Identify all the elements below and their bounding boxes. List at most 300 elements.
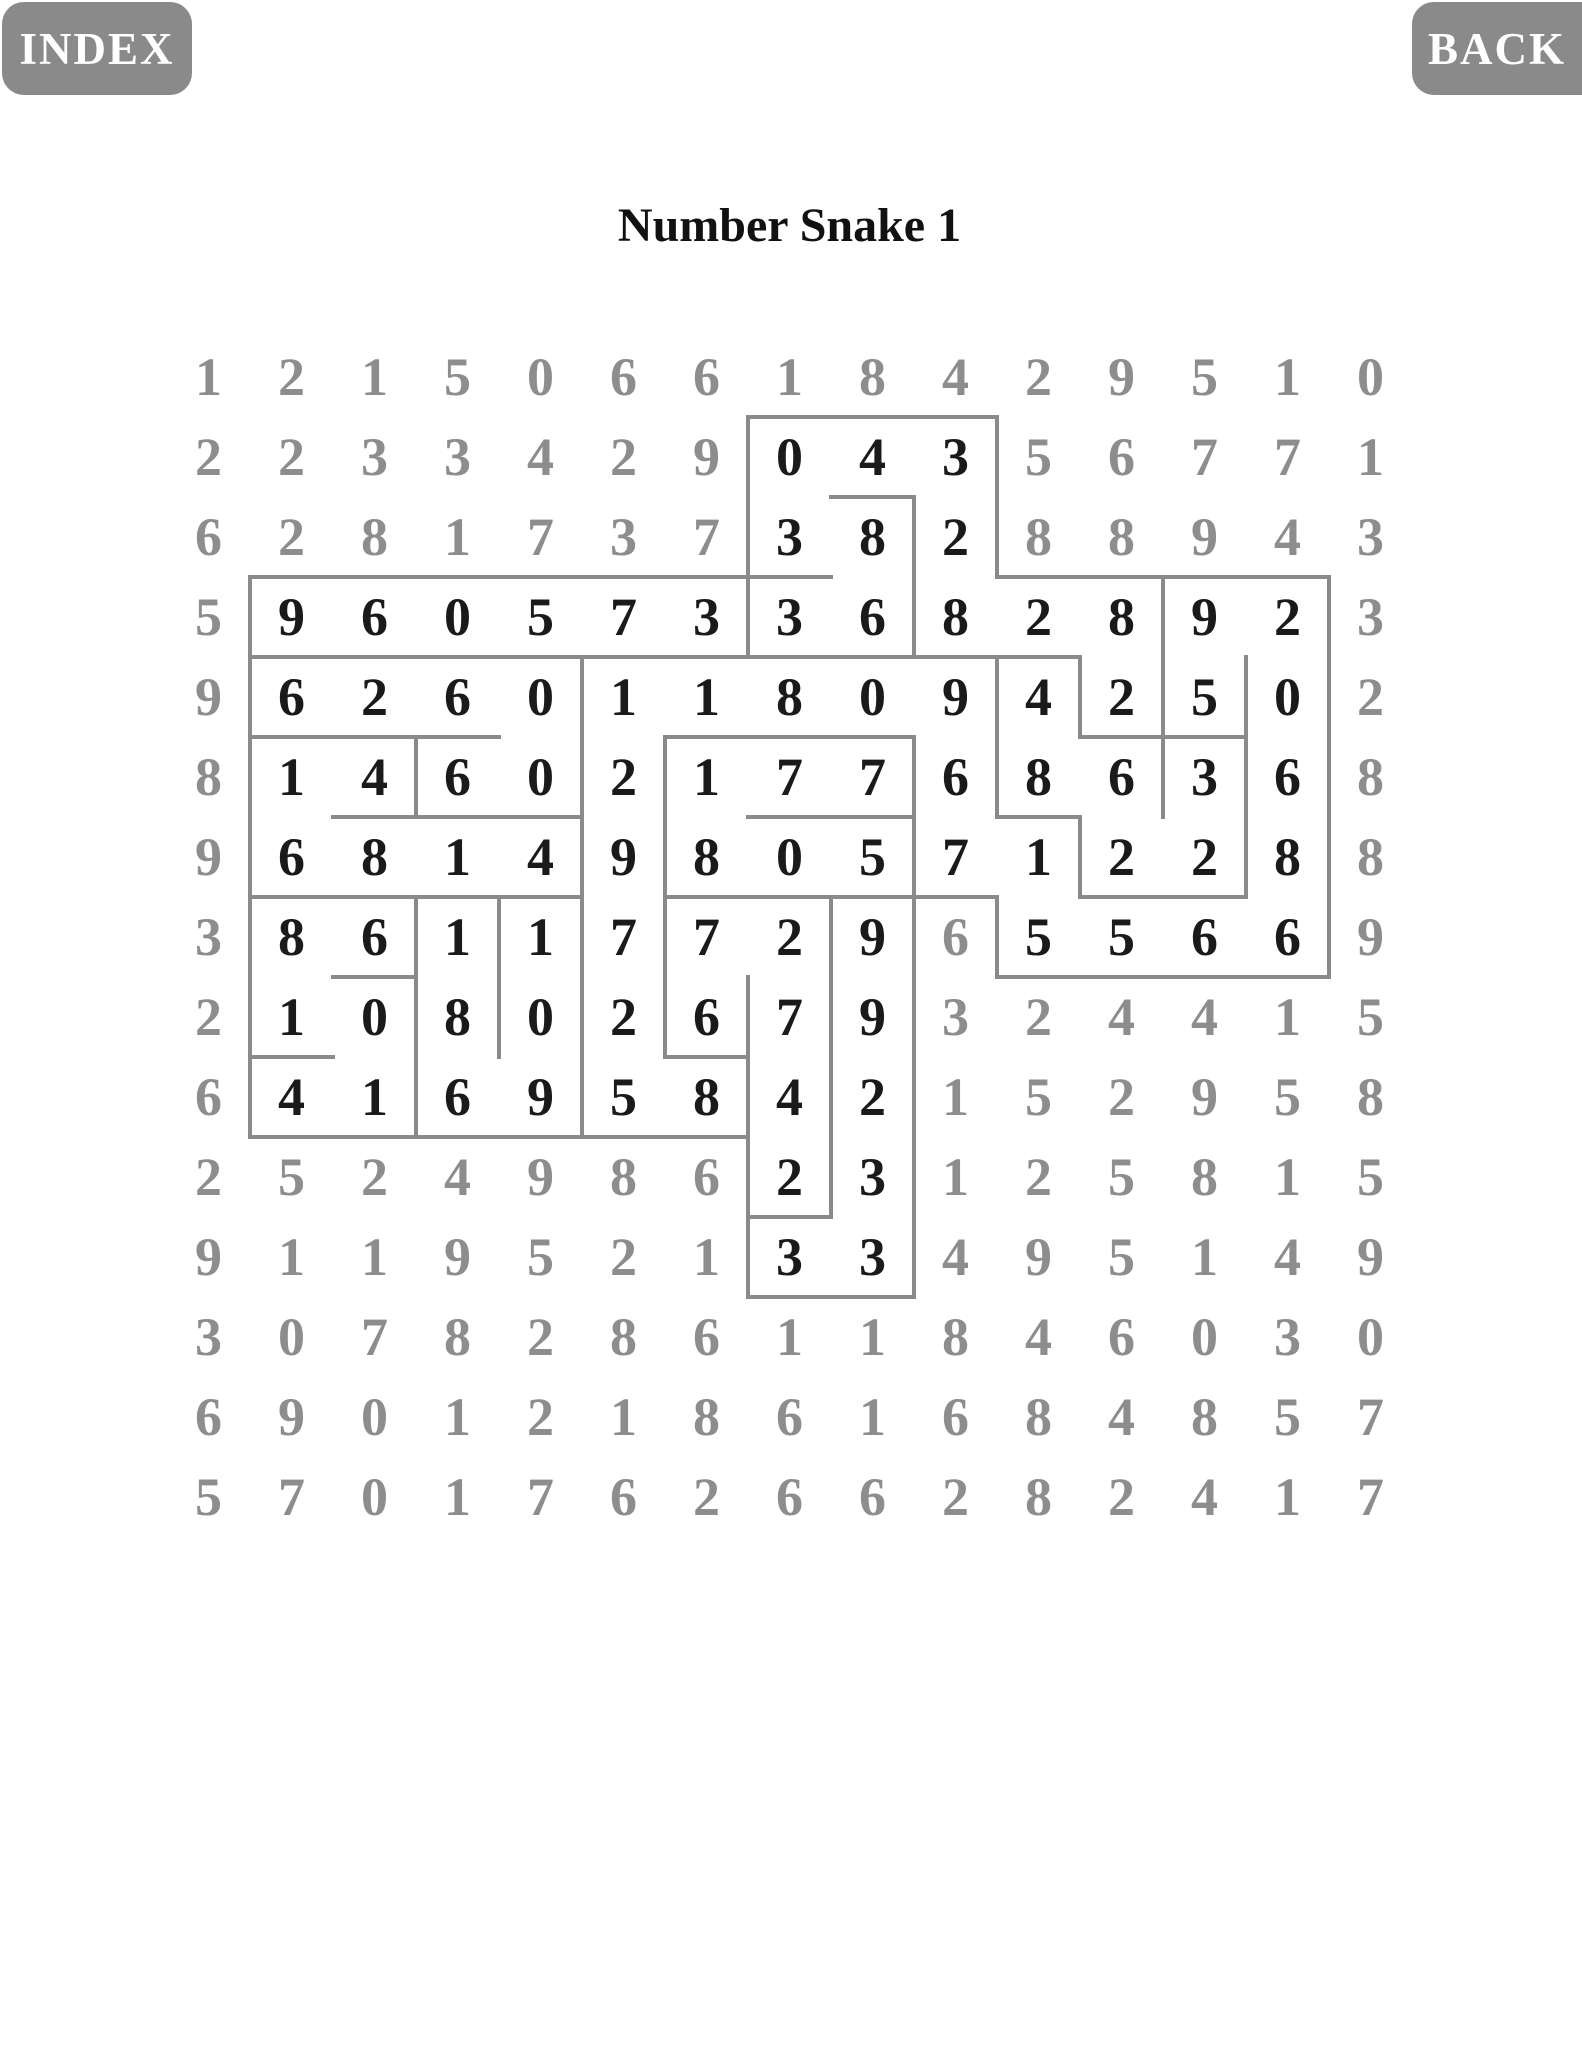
- grid-cell: [1080, 1217, 1163, 1297]
- cell-digit: 6: [693, 347, 720, 407]
- index-button[interactable]: INDEX: [2, 2, 192, 95]
- snake-wall: [580, 655, 584, 739]
- cell-digit: 8: [610, 1147, 637, 1207]
- cell-digit: 3: [942, 987, 969, 1047]
- grid-cell: [748, 897, 831, 977]
- grid-cell: [997, 737, 1080, 817]
- snake-wall: [829, 735, 916, 739]
- grid-cell: [416, 1057, 499, 1137]
- cell-digit: 8: [1357, 747, 1384, 807]
- grid-cell: [499, 817, 582, 897]
- snake-wall: [331, 655, 418, 659]
- grid-cell: [748, 577, 831, 657]
- snake-wall: [746, 1215, 833, 1219]
- cell-digit: 3: [1357, 587, 1384, 647]
- snake-wall: [248, 735, 252, 819]
- grid-cell: [997, 1457, 1080, 1537]
- grid-cell: [250, 1137, 333, 1217]
- snake-wall: [995, 735, 999, 819]
- grid-cell: [499, 1137, 582, 1217]
- grid-cell: [333, 1057, 416, 1137]
- grid-cell: [250, 337, 333, 417]
- cell-digit: 5: [195, 1467, 222, 1527]
- grid-cell: [665, 657, 748, 737]
- back-button[interactable]: BACK: [1412, 2, 1582, 95]
- snake-wall: [580, 575, 667, 579]
- cell-digit: 9: [1191, 507, 1218, 567]
- grid-cell: [582, 337, 665, 417]
- cell-digit: 6: [1274, 747, 1301, 807]
- grid-cell: [831, 897, 914, 977]
- grid-cell: [997, 1217, 1080, 1297]
- cell-digit: 7: [693, 507, 720, 567]
- grid-cell: [416, 337, 499, 417]
- grid-cell: [1163, 737, 1246, 817]
- cell-digit: 8: [1191, 1387, 1218, 1447]
- grid-cell: [665, 1137, 748, 1217]
- grid-cell: [997, 577, 1080, 657]
- grid-cell: [499, 1457, 582, 1537]
- grid-cell: [1080, 337, 1163, 417]
- grid-cell: [499, 657, 582, 737]
- grid-cell: [250, 737, 333, 817]
- snake-wall: [663, 655, 750, 659]
- cell-digit: 3: [776, 507, 803, 567]
- grid-cell: [582, 577, 665, 657]
- snake-wall: [414, 575, 501, 579]
- cell-digit: 1: [942, 1147, 969, 1207]
- snake-wall: [248, 1055, 252, 1139]
- cell-digit: 7: [1357, 1467, 1384, 1527]
- snake-wall: [497, 895, 584, 899]
- grid-cell: [250, 1297, 333, 1377]
- grid-cell: [997, 817, 1080, 897]
- cell-digit: 0: [776, 427, 803, 487]
- cell-digit: 2: [195, 427, 222, 487]
- cell-digit: 6: [942, 1387, 969, 1447]
- grid-cell: [748, 817, 831, 897]
- grid-cell: [333, 1297, 416, 1377]
- grid-cell: [167, 577, 250, 657]
- snake-wall: [912, 735, 916, 819]
- snake-wall: [414, 735, 418, 819]
- grid-cell: [250, 1457, 333, 1537]
- cell-digit: 1: [693, 1227, 720, 1287]
- grid-cell: [416, 577, 499, 657]
- cell-digit: 3: [361, 427, 388, 487]
- cell-digit: 1: [444, 1387, 471, 1447]
- grid-cell: [665, 497, 748, 577]
- grid-cell: [250, 577, 333, 657]
- grid-cell: [250, 897, 333, 977]
- grid-cell: [665, 577, 748, 657]
- cell-digit: 2: [527, 1387, 554, 1447]
- snake-wall: [912, 415, 999, 419]
- grid-cell: [1163, 657, 1246, 737]
- grid-cell: [665, 1377, 748, 1457]
- cell-digit: 5: [1274, 1067, 1301, 1127]
- cell-digit: 8: [361, 827, 388, 887]
- grid-cell: [582, 1217, 665, 1297]
- cell-digit: 8: [444, 987, 471, 1047]
- cell-digit: 3: [859, 1147, 886, 1207]
- cell-digit: 2: [195, 987, 222, 1047]
- grid-cell: [665, 897, 748, 977]
- cell-digit: 1: [1025, 827, 1052, 887]
- cell-digit: 6: [1274, 907, 1301, 967]
- cell-digit: 4: [1108, 987, 1135, 1047]
- grid-cell: [1163, 1137, 1246, 1217]
- cell-digit: 3: [610, 507, 637, 567]
- snake-wall: [746, 575, 750, 659]
- snake-wall: [663, 895, 667, 979]
- grid-cell: [665, 1457, 748, 1537]
- cell-digit: 9: [1357, 907, 1384, 967]
- cell-digit: 8: [278, 907, 305, 967]
- snake-wall: [497, 975, 501, 1059]
- grid-cell: [1246, 817, 1329, 897]
- grid-cell: [499, 1377, 582, 1457]
- grid-cell: [499, 1057, 582, 1137]
- snake-wall: [580, 975, 584, 1059]
- cell-digit: 4: [1025, 1307, 1052, 1367]
- grid-cell: [416, 417, 499, 497]
- cell-digit: 2: [1108, 667, 1135, 727]
- grid-cell: [914, 977, 997, 1057]
- grid-cell: [167, 1377, 250, 1457]
- cell-digit: 7: [527, 507, 554, 567]
- snake-wall: [1161, 895, 1248, 899]
- grid-cell: [416, 657, 499, 737]
- grid-cell: [582, 417, 665, 497]
- grid-cell: [748, 1137, 831, 1217]
- grid-cell: [748, 657, 831, 737]
- snake-wall: [912, 575, 916, 659]
- cell-digit: 2: [1191, 827, 1218, 887]
- cell-digit: 3: [693, 587, 720, 647]
- grid-cell: [1329, 977, 1412, 1057]
- grid-cell: [914, 817, 997, 897]
- cell-digit: 7: [1357, 1387, 1384, 1447]
- grid-cell: [665, 817, 748, 897]
- cell-digit: 9: [1357, 1227, 1384, 1287]
- cell-digit: 8: [942, 587, 969, 647]
- cell-digit: 9: [278, 1387, 305, 1447]
- grid-cell: [167, 1057, 250, 1137]
- grid-cell: [1163, 977, 1246, 1057]
- cell-digit: 6: [693, 987, 720, 1047]
- snake-wall: [995, 655, 999, 739]
- cell-digit: 4: [1025, 667, 1052, 727]
- grid-cell: [250, 657, 333, 737]
- cell-digit: 8: [1108, 587, 1135, 647]
- cell-digit: 1: [195, 347, 222, 407]
- cell-digit: 1: [942, 1067, 969, 1127]
- grid-cell: [748, 1297, 831, 1377]
- cell-digit: 0: [859, 667, 886, 727]
- cell-digit: 2: [859, 1067, 886, 1127]
- cell-digit: 8: [1357, 827, 1384, 887]
- cell-digit: 4: [1191, 1467, 1218, 1527]
- grid-cell: [1163, 1057, 1246, 1137]
- cell-digit: 8: [859, 507, 886, 567]
- snake-wall: [912, 495, 916, 579]
- grid-cell: [167, 977, 250, 1057]
- cell-digit: 5: [1025, 907, 1052, 967]
- grid-cell: [416, 817, 499, 897]
- cell-digit: 1: [693, 747, 720, 807]
- cell-digit: 7: [278, 1467, 305, 1527]
- grid-cell: [1246, 1137, 1329, 1217]
- grid-cell: [582, 1137, 665, 1217]
- snake-wall: [829, 895, 833, 979]
- grid-cell: [914, 897, 997, 977]
- snake-wall: [912, 655, 999, 659]
- grid-cell: [665, 417, 748, 497]
- grid-cell: [499, 1297, 582, 1377]
- cell-digit: 4: [278, 1067, 305, 1127]
- snake-wall: [663, 815, 667, 899]
- snake-wall: [414, 895, 418, 979]
- snake-wall: [746, 575, 833, 579]
- grid-cell: [250, 1057, 333, 1137]
- cell-digit: 2: [1274, 587, 1301, 647]
- grid-cell: [1246, 417, 1329, 497]
- cell-digit: 0: [1274, 667, 1301, 727]
- cell-digit: 2: [278, 347, 305, 407]
- cell-digit: 7: [693, 907, 720, 967]
- cell-digit: 0: [444, 587, 471, 647]
- cell-digit: 2: [1108, 827, 1135, 887]
- grid-cell: [748, 497, 831, 577]
- grid-cell: [1080, 497, 1163, 577]
- cell-digit: 7: [776, 747, 803, 807]
- grid-cell: [416, 977, 499, 1057]
- cell-digit: 1: [361, 1067, 388, 1127]
- cell-digit: 5: [527, 1227, 554, 1287]
- cell-digit: 0: [527, 987, 554, 1047]
- cell-digit: 2: [610, 427, 637, 487]
- cell-digit: 8: [610, 1307, 637, 1367]
- cell-digit: 4: [776, 1067, 803, 1127]
- cell-digit: 2: [1108, 1467, 1135, 1527]
- cell-digit: 2: [195, 1147, 222, 1207]
- grid-cell: [582, 737, 665, 817]
- snake-wall: [248, 735, 335, 739]
- cell-digit: 6: [278, 667, 305, 727]
- snake-wall: [331, 815, 418, 819]
- snake-wall: [746, 495, 750, 579]
- grid-cell: [1080, 1377, 1163, 1457]
- grid-cell: [1163, 1457, 1246, 1537]
- cell-digit: 9: [527, 1067, 554, 1127]
- cell-digit: 3: [195, 907, 222, 967]
- grid-cell: [250, 817, 333, 897]
- cell-digit: 6: [444, 667, 471, 727]
- grid-cell: [997, 497, 1080, 577]
- cell-digit: 1: [859, 1387, 886, 1447]
- grid-cell: [997, 1377, 1080, 1457]
- snake-wall: [829, 895, 916, 899]
- grid-cell: [582, 1297, 665, 1377]
- cell-digit: 8: [1025, 1387, 1052, 1447]
- grid-cell: [1329, 577, 1412, 657]
- cell-digit: 6: [776, 1467, 803, 1527]
- grid-cell: [499, 897, 582, 977]
- snake-wall: [414, 975, 418, 1059]
- cell-digit: 7: [1274, 427, 1301, 487]
- cell-digit: 2: [361, 1147, 388, 1207]
- cell-digit: 8: [1025, 507, 1052, 567]
- grid-cell: [831, 337, 914, 417]
- grid-cell: [582, 1377, 665, 1457]
- cell-digit: 9: [693, 427, 720, 487]
- cell-digit: 3: [1357, 507, 1384, 567]
- grid-cell: [831, 1457, 914, 1537]
- snake-wall: [1078, 815, 1082, 899]
- cell-digit: 4: [942, 347, 969, 407]
- snake-wall: [746, 655, 833, 659]
- grid-cell: [1163, 337, 1246, 417]
- grid-cell: [1080, 1297, 1163, 1377]
- grid-cell: [499, 577, 582, 657]
- cell-digit: 2: [942, 507, 969, 567]
- snake-wall: [1244, 575, 1331, 579]
- grid-cell: [1329, 897, 1412, 977]
- snake-wall: [497, 575, 584, 579]
- snake-wall: [497, 815, 584, 819]
- cell-digit: 1: [444, 827, 471, 887]
- cell-digit: 6: [1191, 907, 1218, 967]
- snake-wall: [248, 1055, 335, 1059]
- grid-cell: [831, 577, 914, 657]
- snake-wall: [248, 895, 335, 899]
- snake-wall: [1244, 815, 1248, 899]
- grid-cell: [1329, 1057, 1412, 1137]
- grid-cell: [167, 817, 250, 897]
- grid-cell: [914, 737, 997, 817]
- cell-digit: 0: [361, 1467, 388, 1527]
- grid-cell: [914, 1457, 997, 1537]
- cell-digit: 2: [942, 1467, 969, 1527]
- grid-cell: [914, 577, 997, 657]
- cell-digit: 9: [195, 1227, 222, 1287]
- snake-wall: [414, 815, 501, 819]
- grid-cell: [1163, 817, 1246, 897]
- grid-cell: [333, 817, 416, 897]
- snake-wall: [663, 1055, 750, 1059]
- cell-digit: 7: [1191, 427, 1218, 487]
- snake-wall: [331, 975, 418, 979]
- cell-digit: 5: [195, 587, 222, 647]
- grid-cell: [1329, 817, 1412, 897]
- grid-cell: [582, 977, 665, 1057]
- grid-cell: [748, 737, 831, 817]
- grid-cell: [1163, 577, 1246, 657]
- cell-digit: 1: [1357, 427, 1384, 487]
- cell-digit: 2: [1025, 587, 1052, 647]
- snake-wall: [1161, 735, 1165, 819]
- cell-digit: 5: [1357, 987, 1384, 1047]
- cell-digit: 1: [278, 1227, 305, 1287]
- snake-wall: [663, 975, 667, 1059]
- cell-digit: 8: [859, 347, 886, 407]
- cell-digit: 4: [361, 747, 388, 807]
- cell-digit: 0: [278, 1307, 305, 1367]
- grid-cell: [1163, 1377, 1246, 1457]
- snake-wall: [1161, 655, 1165, 739]
- grid-cell: [499, 977, 582, 1057]
- grid-cell: [333, 1217, 416, 1297]
- grid-cell: [499, 337, 582, 417]
- snake-wall: [331, 895, 418, 899]
- grid-cell: [1329, 1297, 1412, 1377]
- grid-cell: [831, 817, 914, 897]
- grid-cell: [582, 657, 665, 737]
- grid-cell: [167, 657, 250, 737]
- snake-wall: [829, 655, 916, 659]
- cell-digit: 1: [610, 1387, 637, 1447]
- grid-cell: [1329, 1137, 1412, 1217]
- snake-wall: [663, 895, 750, 899]
- grid-cell: [416, 1137, 499, 1217]
- grid-cell: [831, 1217, 914, 1297]
- cell-digit: 8: [195, 747, 222, 807]
- grid-cell: [997, 657, 1080, 737]
- grid-cell: [499, 737, 582, 817]
- snake-wall: [1161, 735, 1248, 739]
- snake-wall: [1244, 655, 1248, 739]
- grid-cell: [748, 337, 831, 417]
- grid-cell: [1163, 417, 1246, 497]
- grid-cell: [1163, 897, 1246, 977]
- grid-cell: [1163, 1297, 1246, 1377]
- snake-wall: [1078, 895, 1165, 899]
- grid-cell: [1246, 1217, 1329, 1297]
- cell-digit: 1: [1274, 347, 1301, 407]
- cell-digit: 6: [693, 1147, 720, 1207]
- grid-cell: [831, 417, 914, 497]
- grid-cell: [499, 1217, 582, 1297]
- grid-cell: [665, 737, 748, 817]
- grid-cell: [167, 1297, 250, 1377]
- cell-digit: 8: [1357, 1067, 1384, 1127]
- cell-digit: 2: [1357, 667, 1384, 727]
- cell-digit: 9: [942, 667, 969, 727]
- grid-cell: [1246, 1377, 1329, 1457]
- grid-cell: [997, 337, 1080, 417]
- grid-cell: [914, 1377, 997, 1457]
- cell-digit: 2: [776, 907, 803, 967]
- cell-digit: 5: [610, 1067, 637, 1127]
- grid-cell: [250, 417, 333, 497]
- snake-wall: [746, 415, 833, 419]
- snake-wall: [580, 655, 667, 659]
- cell-digit: 4: [1274, 507, 1301, 567]
- cell-digit: 0: [1357, 347, 1384, 407]
- cell-digit: 4: [859, 427, 886, 487]
- cell-digit: 1: [444, 1467, 471, 1527]
- grid-cell: [1246, 977, 1329, 1057]
- cell-digit: 0: [527, 667, 554, 727]
- snake-wall: [580, 815, 584, 899]
- grid-cell: [831, 1377, 914, 1457]
- cell-digit: 0: [527, 347, 554, 407]
- grid-cell: [1246, 737, 1329, 817]
- grid-cell: [416, 1297, 499, 1377]
- cell-digit: 9: [1191, 587, 1218, 647]
- grid-cell: [333, 577, 416, 657]
